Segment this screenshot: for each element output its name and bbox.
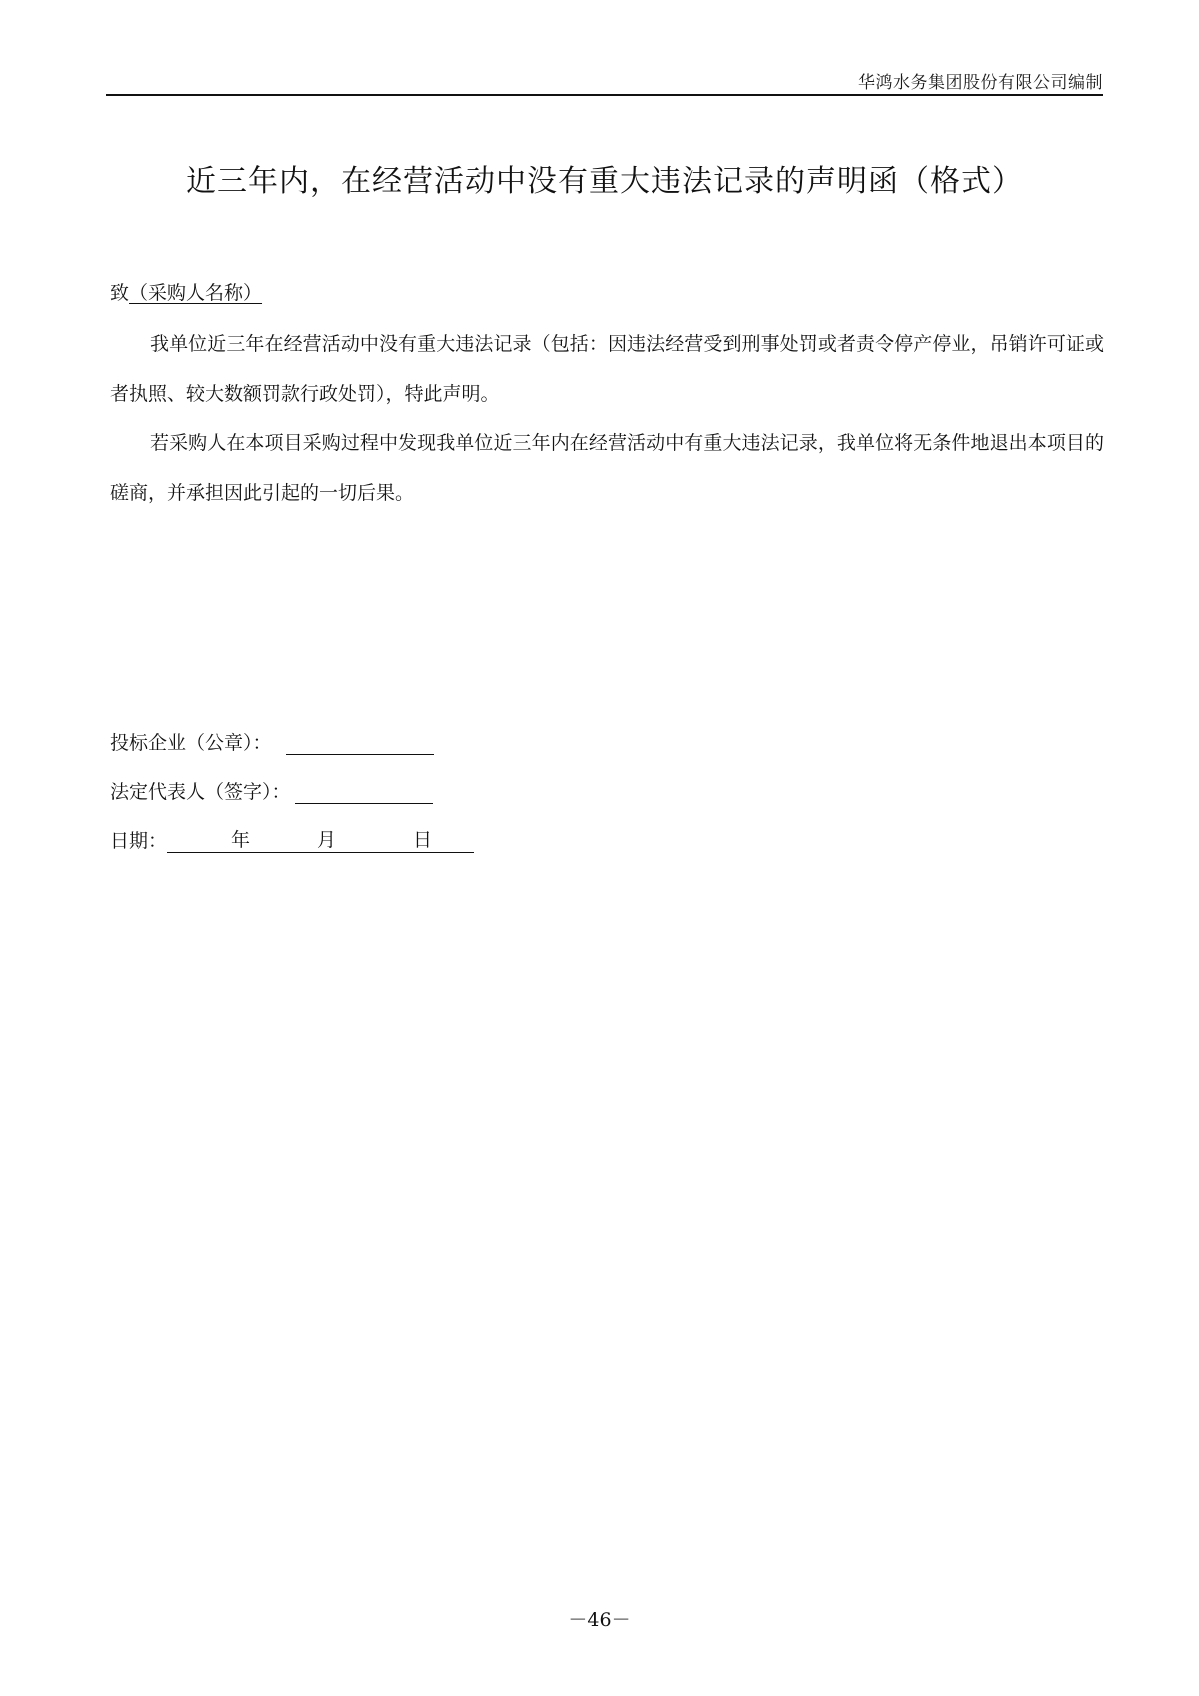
representative-label: 法定代表人（签字）： <box>110 781 291 803</box>
date-label: 日期： <box>110 830 168 852</box>
addressee-prefix: 致 <box>110 282 130 304</box>
company-seal-blank[interactable] <box>286 732 434 755</box>
document-title: 近三年内，在经营活动中没有重大违法记录的声明函（格式） <box>186 164 1023 199</box>
representative-signature-line <box>110 777 433 804</box>
addressee-line <box>110 278 262 305</box>
company-seal-label: 投标企业（公章）： <box>110 732 272 754</box>
day-unit: 日 <box>413 829 433 851</box>
company-seal-line <box>110 728 434 755</box>
month-unit: 月 <box>317 829 337 851</box>
year-unit: 年 <box>231 829 251 851</box>
statement-paragraph-2: 若采购人在本项目采购过程中发现我单位近三年内在经营活动中有重大违法记录，我单位将无条件地退出本项目的磋商，并承担因此引起的一切后果。 <box>110 432 1104 504</box>
header-divider <box>106 94 1103 96</box>
page-number: －46－ <box>568 1609 631 1631</box>
statement-paragraph-1: 我单位近三年在经营活动中没有重大违法记录（包括：因违法经营受到刑事处罚或者责令停产停业，吊销许可证或者执照、较大数额罚款行政处罚），特此声明。 <box>110 333 1104 405</box>
date-line <box>110 826 474 853</box>
date-blank[interactable] <box>167 828 474 853</box>
header-org-text: 华鸿水务集团股份有限公司编制 <box>858 73 1103 93</box>
addressee-name: （采购人名称） <box>129 282 263 304</box>
representative-signature-blank[interactable] <box>295 781 433 804</box>
